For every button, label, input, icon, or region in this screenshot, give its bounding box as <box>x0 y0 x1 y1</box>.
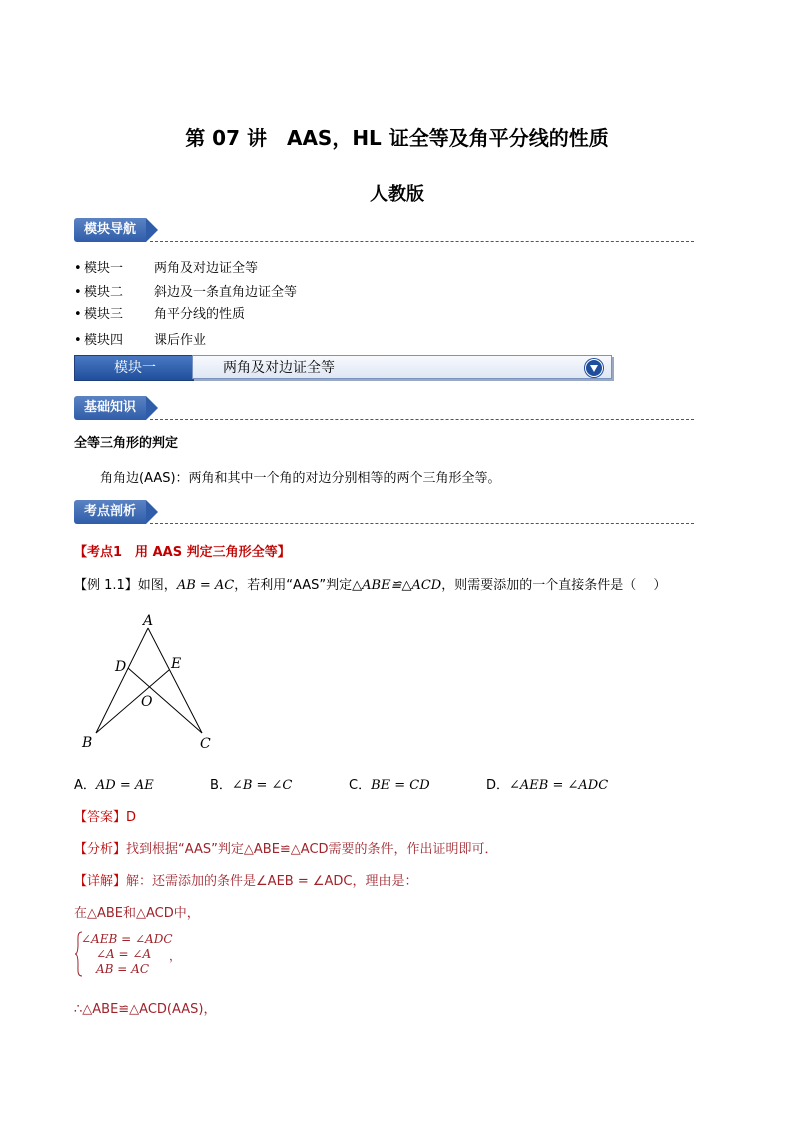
example-mid: ，若利用“AAS”判定 <box>234 578 353 593</box>
detail-text: 解：还需添加的条件是∠AEB = ∠ADC，理由是： <box>126 874 418 889</box>
choice-value: BE = CD <box>371 778 430 793</box>
bullet: • <box>74 285 82 300</box>
example-question <box>74 574 666 593</box>
detail-in-line: 在△ABE和△ACD中， <box>74 906 200 921</box>
choice-value: ∠AEB = ∠ADC <box>509 778 609 793</box>
bullet: • <box>74 261 82 276</box>
system-line-1: ∠AEB = ∠ADC <box>81 932 173 946</box>
triangle-figure <box>74 608 234 758</box>
nav-item-1[interactable] <box>74 257 258 276</box>
module-title-box <box>192 355 612 379</box>
choice-key: B． <box>210 778 232 793</box>
nav-item-3[interactable] <box>74 303 245 322</box>
section-tab-label: 考点剖析 <box>84 504 137 519</box>
answer-tag: 【答案】 <box>74 810 127 825</box>
divider <box>150 523 694 524</box>
page-title: 第 07 讲 AAS，HL 证全等及角平分线的性质 <box>185 126 609 150</box>
answer-value: D <box>126 810 137 825</box>
basics-heading: 全等三角形的判定 <box>74 436 179 451</box>
choice-value: AD = AE <box>95 778 154 793</box>
nav-item-2[interactable] <box>74 281 297 300</box>
analysis-tag: 【分析】 <box>74 842 127 857</box>
system-comma: ， <box>169 949 182 963</box>
section-tab-basics <box>74 396 146 420</box>
equation-system <box>74 930 234 980</box>
divider <box>150 241 694 242</box>
label-c: C <box>200 736 211 752</box>
segment-be <box>96 670 169 733</box>
page-subtitle: 人教版 <box>370 184 424 205</box>
example-equation: AB = AC <box>176 578 235 593</box>
section-tab-label: 基础知识 <box>84 400 137 415</box>
nav-item-label: 两角及对边证全等 <box>154 261 259 276</box>
bullet: • <box>74 333 82 348</box>
label-e: E <box>171 656 182 672</box>
nav-item-code: 模块二 <box>84 285 124 300</box>
system-line-2: ∠A = ∠A <box>96 947 152 961</box>
segment-ab <box>96 628 148 733</box>
label-b: B <box>82 735 93 751</box>
nav-item-label: 斜边及一条直角边证全等 <box>154 285 298 300</box>
answer-line <box>74 806 136 825</box>
segment-cd <box>128 668 202 733</box>
detail-tag: 【详解】 <box>74 874 127 889</box>
nav-item-label: 课后作业 <box>154 333 207 348</box>
example-triangle: △ABE≌△ACD <box>352 578 442 593</box>
detail-line <box>74 870 418 889</box>
nav-item-code: 模块三 <box>84 307 124 322</box>
bullet: • <box>74 307 82 322</box>
expand-down-icon[interactable] <box>585 359 603 377</box>
analysis-text: 找到根据“AAS”判定△ABE≌△ACD需要的条件，作出证明即可． <box>126 842 498 857</box>
choice-key: C． <box>349 778 372 793</box>
nav-item-label: 角平分线的性质 <box>154 307 246 322</box>
conclusion-line: ∴△ABE≌△ACD(AAS)， <box>74 1002 217 1017</box>
module-code: 模块一 <box>74 355 196 381</box>
choice-c[interactable] <box>349 774 430 793</box>
label-d: D <box>115 659 127 675</box>
analysis-line <box>74 838 498 857</box>
example-suffix: ，则需要添加的一个直接条件是（ ） <box>441 578 667 593</box>
nav-item-code: 模块四 <box>84 333 124 348</box>
point-title: 【考点1 用 AAS 判定三角形全等】 <box>74 545 291 560</box>
section-tab-nav <box>74 218 146 242</box>
choice-a[interactable] <box>74 774 154 793</box>
nav-item-4[interactable] <box>74 329 206 348</box>
choice-value: ∠B = ∠C <box>231 778 293 793</box>
choice-key: A． <box>74 778 96 793</box>
basics-text: 角角边(AAS)：两角和其中一个角的对边分别相等的两个三角形全等。 <box>100 471 501 486</box>
nav-item-code: 模块一 <box>84 261 124 276</box>
label-o: O <box>141 694 153 710</box>
section-tab-analysis <box>74 500 146 524</box>
example-prefix: 【例 1.1】如图， <box>74 578 177 593</box>
label-a: A <box>143 613 154 629</box>
choice-key: D． <box>486 778 510 793</box>
system-line-3: AB = AC <box>96 962 150 976</box>
section-tab-label: 模块导航 <box>84 222 137 237</box>
module-title: 两角及对边证全等 <box>223 360 335 376</box>
module-bar[interactable] <box>74 355 614 381</box>
choice-d[interactable] <box>486 774 608 793</box>
divider <box>150 419 694 420</box>
choice-b[interactable] <box>210 774 292 793</box>
